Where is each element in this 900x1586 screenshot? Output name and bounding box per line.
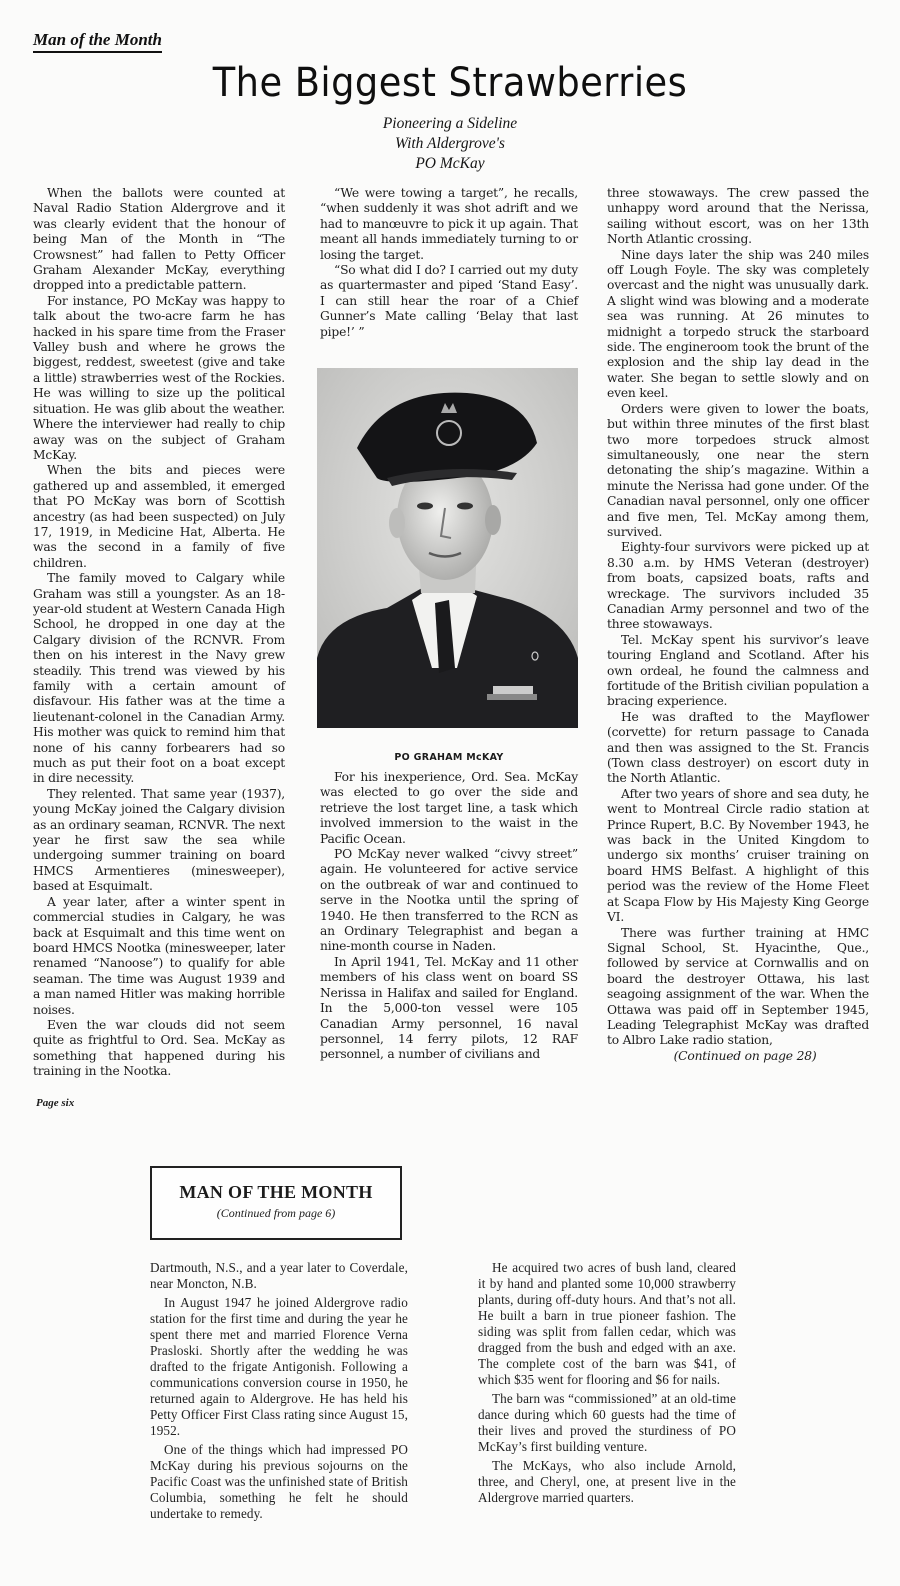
paragraph: “So what did I do? I carried out my duty as quartermaster and piped ‘Stand Easy’. I can still hear the roar of a Chief Gunner’s Mate calling ‘Belay that last pipe!’ ”	[320, 263, 578, 339]
paragraph: When the ballots were counted at Naval Radio Station Aldergrove and it was clearly evident that the honour of being Man of the Month in “The Crowsnest” had fallen to Petty Officer Graham Alexander McKay, everything dropped into a predictable pattern.	[33, 186, 285, 293]
paragraph: PO McKay never walked “civvy street” again. He volunteered for active service on the outbreak of war and continued to serve in the Nootka until the spring of 1940. He then transferred to the RCN as an Ordinary Telegraphist and began a nine-month course in Naden.	[320, 847, 578, 954]
paragraph: Even the war clouds did not seem quite as frightful to Ord. Sea. McKay as something that happened during his training in the Nootka.	[33, 1017, 285, 1079]
continuation-header-box	[150, 1166, 402, 1240]
continuation-title: MAN OF THE MONTH	[179, 1182, 373, 1202]
paragraph: When the bits and pieces were gathered up and assembled, it emerged that PO McKay was born of Scottish ancestry (as had been suspected) on July 17, 1919, in Medicine Hat, Alberta. He was the second in a family of five children.	[33, 463, 285, 570]
paragraph: A year later, after a winter spent in commercial studies in Calgary, he was back at Esquimalt and this time went on board HMCS Nootka (minesweeper, later renamed “Nanoose”) to qualify for able seaman. The time was August 1939 and a man named Hitler was making horrible noises.	[33, 894, 285, 1017]
paragraph: Orders were given to lower the boats, but within three minutes of the first blast two more torpedoes struck almost simultaneously, one near the stern detonating the ship’s magazine. Within a minute the Nerissa had gone under. Of the Canadian naval personnel, only one officer and five men, Tel. McKay among them, survived.	[607, 401, 869, 539]
paragraph: He acquired two acres of bush land, cleared it by hand and planted some 10,000 strawberry plants, during off-duty hours. And that’s not all. He built a barn in true pioneer fashion. The siding was split from fallen cedar, which was dragged from the bush and edged with an axe. The complete cost of the barn was $41, of which $35 went for flooring and $6 for nails.	[478, 1260, 736, 1387]
column-2-bottom	[320, 770, 578, 1063]
column-1	[33, 186, 285, 1080]
paragraph: For instance, PO McKay was happy to talk about the two-acre farm he has hacked in his spare time from the Fraser Valley bush and where he grows the biggest, reddest, sweetest (give and take a little) strawberries west of the Rockies. He was willing to size up the political situation. He was glib about the weather. Where the interviewer had really to chip away was on the subject of Graham McKay.	[33, 293, 285, 462]
paragraph: In August 1947 he joined Aldergrove radio station for the first time and during the year he spent there met and married Florence Verna Prasloski. Shortly after the wedding he was drafted to the frigate Antigonish. Following a communications conversion course in 1950, he returned again to Aldergrove. He has held his Petty Officer First Class rating since August 15, 1952.	[150, 1295, 408, 1438]
photo-caption: PO GRAHAM McKAY	[394, 752, 504, 763]
section-kicker: Man of the Month	[33, 30, 162, 53]
paragraph: three stowaways. The crew passed the unhappy word around that the Nerissa, sailing without escort, was on her 13th North Atlantic crossing.	[607, 186, 869, 247]
continuation-column-right	[478, 1260, 736, 1509]
paragraph: They relented. That same year (1937), young McKay joined the Calgary division as an ordinary seaman, RCNVR. The next year he first saw the sea while undergoing summer training on board HMCS Armentieres (minesweeper), based at Esquimalt.	[33, 786, 285, 894]
paragraph: He was drafted to the Mayflower (corvette) for return passage to Canada and then was assigned to the St. Francis (Town class destroyer) on escort duty in the North Atlantic.	[607, 709, 869, 786]
paragraph: After two years of shore and sea duty, he went to Montreal Circle radio station at Prince Rupert, B.C. By November 1943, he was back in the United Kingdom to undergo six months’ cruiser training on board HMS Belfast. A highlight of this period was the review of the Home Fleet at Scapa Flow by His Majesty King George VI.	[607, 786, 869, 925]
continued-on-note: (Continued on page 28)	[673, 1048, 817, 1063]
deck-line: PO McKay	[415, 155, 485, 172]
continuation-subtitle: (Continued from page 6)	[216, 1206, 336, 1220]
article-headline: The Biggest Strawberries	[212, 60, 688, 106]
portrait-illustration	[317, 368, 578, 728]
paragraph: Dartmouth, N.S., and a year later to Coverdale, near Moncton, N.B.	[150, 1260, 408, 1291]
column-2-top	[320, 186, 578, 340]
paragraph: For his inexperience, Ord. Sea. McKay was elected to go over the side and retrieve the lost target line, a task which involved immersion to the waist in the Pacific Ocean.	[320, 770, 578, 846]
column-3	[607, 186, 869, 1064]
portrait-photo	[317, 368, 578, 728]
paragraph: Tel. McKay spent his survivor’s leave touring England and Scotland. After his own ordeal, he found the calmness and fortitude of the British civilian population a bracing experience.	[607, 632, 869, 709]
deck-line: Pioneering a Sideline	[382, 115, 518, 132]
deck-line: With Aldergrove's	[395, 135, 505, 152]
paragraph: The family moved to Calgary while Graham was still a youngster. As an 18-year-old student at Western Canada High School, he dropped in one day at the Calgary division of the RCNVR. From then on his interest in the Navy grew steadily. This trend was viewed by his family with a certain amount of disfavour. His father was at the time a lieutenant-colonel in the Canadian Army. His mother was quick to remind him that none of his canny forbearers had so much as put their foot on a boat except in dire necessity.	[33, 571, 285, 786]
paragraph: Nine days later the ship was 240 miles off Lough Foyle. The sky was completely overcast and the night was unusually dark. A slight wind was blowing and a moderate sea was running. At 26 minutes to midnight a torpedo struck the starboard side. The engineroom took the brunt of the explosion and the ship lay dead in the water. She began to settle slowly and on even keel.	[607, 247, 869, 401]
paragraph: In April 1941, Tel. McKay and 11 other members of his class went on board SS Nerissa in Halifax and sailed for England. In the 5,000-ton vessel were 105 Canadian Army personnel, 16 naval personnel, 14 ferry pilots, 12 RAF personnel, a number of civilians and	[320, 954, 578, 1062]
paragraph: The barn was “commissioned” at an old-time dance during which 60 guests had the time of their lives and proved the sturdiness of PO McKay’s first building venture.	[478, 1391, 736, 1454]
paragraph: “We were towing a target”, he recalls, “when suddenly it was shot adrift and we had to manœuvre to pick it up again. That meant all hands immediately turning to or losing the target.	[320, 186, 578, 262]
paragraph: There was further training at HMC Signal School, St. Hyacinthe, Que., followed by service at Cornwallis and on board the destroyer Ottawa, his last seagoing assignment of the war. When the Ottawa was paid off in September 1945, Leading Telegraphist McKay was drafted to Albro Lake radio station,	[607, 925, 869, 1048]
paragraph: One of the things which had impressed PO McKay during his previous sojourns on the Pacific Coast was the unfinished state of British Columbia, something he felt he should undertake to remedy.	[150, 1442, 408, 1521]
paragraph: Eighty-four survivors were picked up at 8.30 a.m. by HMS Veteran (destroyer) from boats, capsized boats, rafts and wreckage. The survivors included 35 Canadian Army personnel and two of the three stowaways.	[607, 540, 869, 632]
paragraph: The McKays, who also include Arnold, three, and Cheryl, one, at present live in the Aldergrove married quarters.	[478, 1458, 736, 1505]
article-deck	[0, 114, 900, 174]
continuation-column-left	[150, 1260, 408, 1525]
page-folio: Page six	[36, 1097, 75, 1109]
